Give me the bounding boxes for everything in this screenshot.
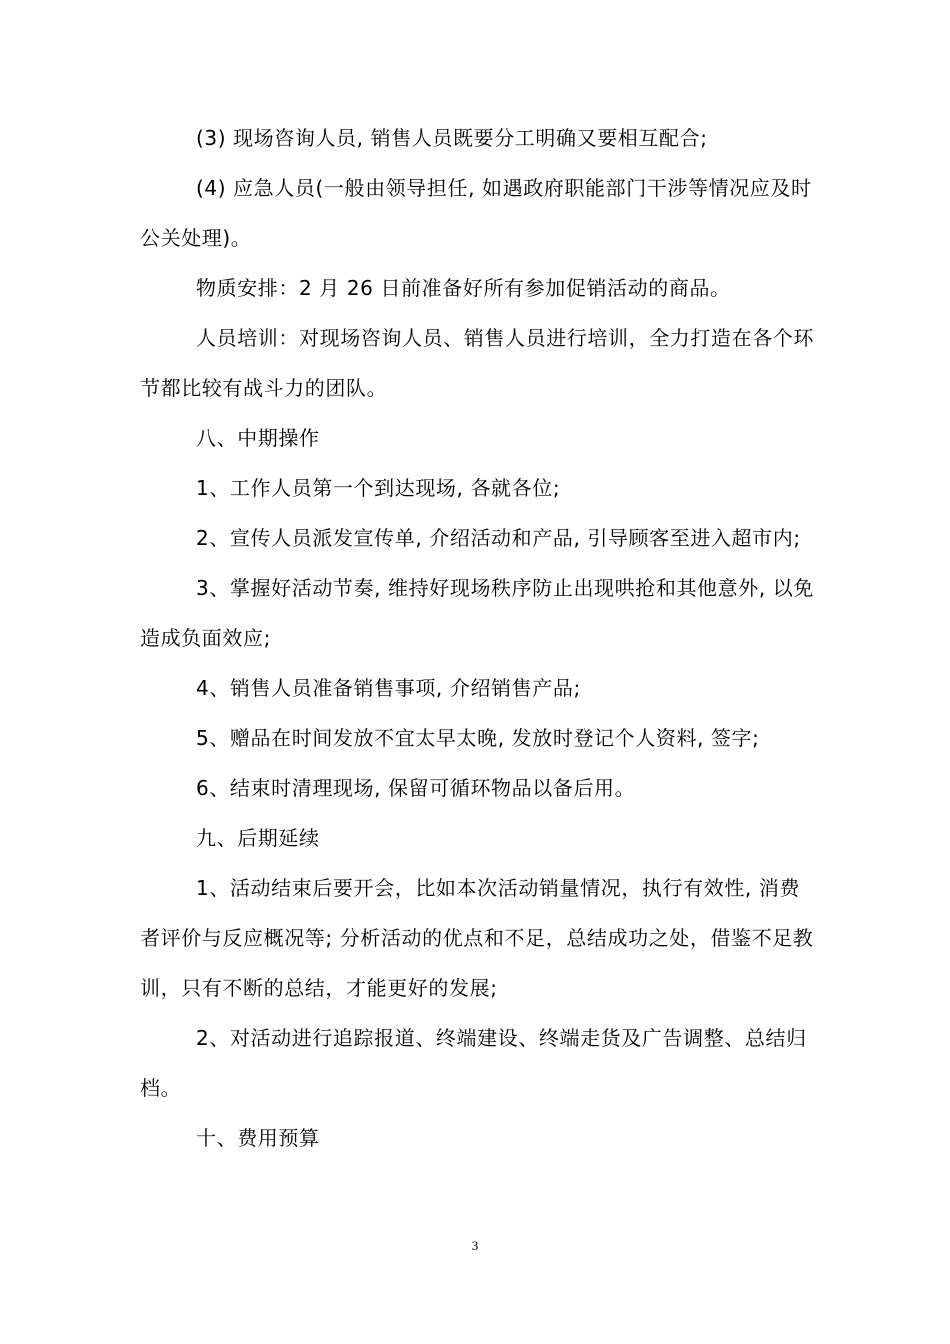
section-heading-follow-up: 九、后期延续 xyxy=(196,826,320,850)
paragraph-staff-training: 人员培训：对现场咨询人员、销售人员进行培训，全力打造在各个环节都比较有战斗力的团队。 xyxy=(140,326,814,400)
section-heading-budget: 十、费用预算 xyxy=(196,1126,320,1150)
paragraph-material-arrangement: 物质安排：2 月 26 日前准备好所有参加促销活动的商品。 xyxy=(196,276,731,300)
list-item-mid-3: 3、掌握好活动节奏, 维持好现场秩序防止出现哄抢和其他意外, 以免造成负面效应; xyxy=(140,576,814,650)
list-item-mid-6: 6、结束时清理现场, 保留可循环物品以备后用。 xyxy=(196,776,636,800)
list-item-follow-1: 1、活动结束后要开会，比如本次活动销量情况，执行有效性, 消费者评价与反应概况等; 分析活动的优点和不足，总结成功之处，借鉴不足教训，只有不断的总结，才能更好的发展; xyxy=(140,876,814,1000)
list-item-mid-1: 1、工作人员第一个到达现场, 各就各位; xyxy=(196,476,561,500)
paragraph-emergency-staff-3: (3) 现场咨询人员, 销售人员既要分工明确又要相互配合; xyxy=(196,126,708,150)
section-heading-mid-term: 八、中期操作 xyxy=(196,426,320,450)
list-item-mid-4: 4、销售人员准备销售事项, 介绍销售产品; xyxy=(196,676,581,700)
list-item-mid-5: 5、赠品在时间发放不宜太早太晚, 发放时登记个人资料, 签字; xyxy=(196,726,760,750)
list-item-follow-2: 2、对活动进行追踪报道、终端建设、终端走货及广告调整、总结归档。 xyxy=(140,1026,807,1100)
document-body xyxy=(140,113,820,1163)
paragraph-emergency-staff-4: (4) 应急人员(一般由领导担任, 如遇政府职能部门干涉等情况应及时公关处理)。 xyxy=(140,176,812,250)
page-number: 3 xyxy=(471,1238,479,1253)
list-item-mid-2: 2、宣传人员派发宣传单, 介绍活动和产品, 引导顾客至进入超市内; xyxy=(196,526,801,550)
